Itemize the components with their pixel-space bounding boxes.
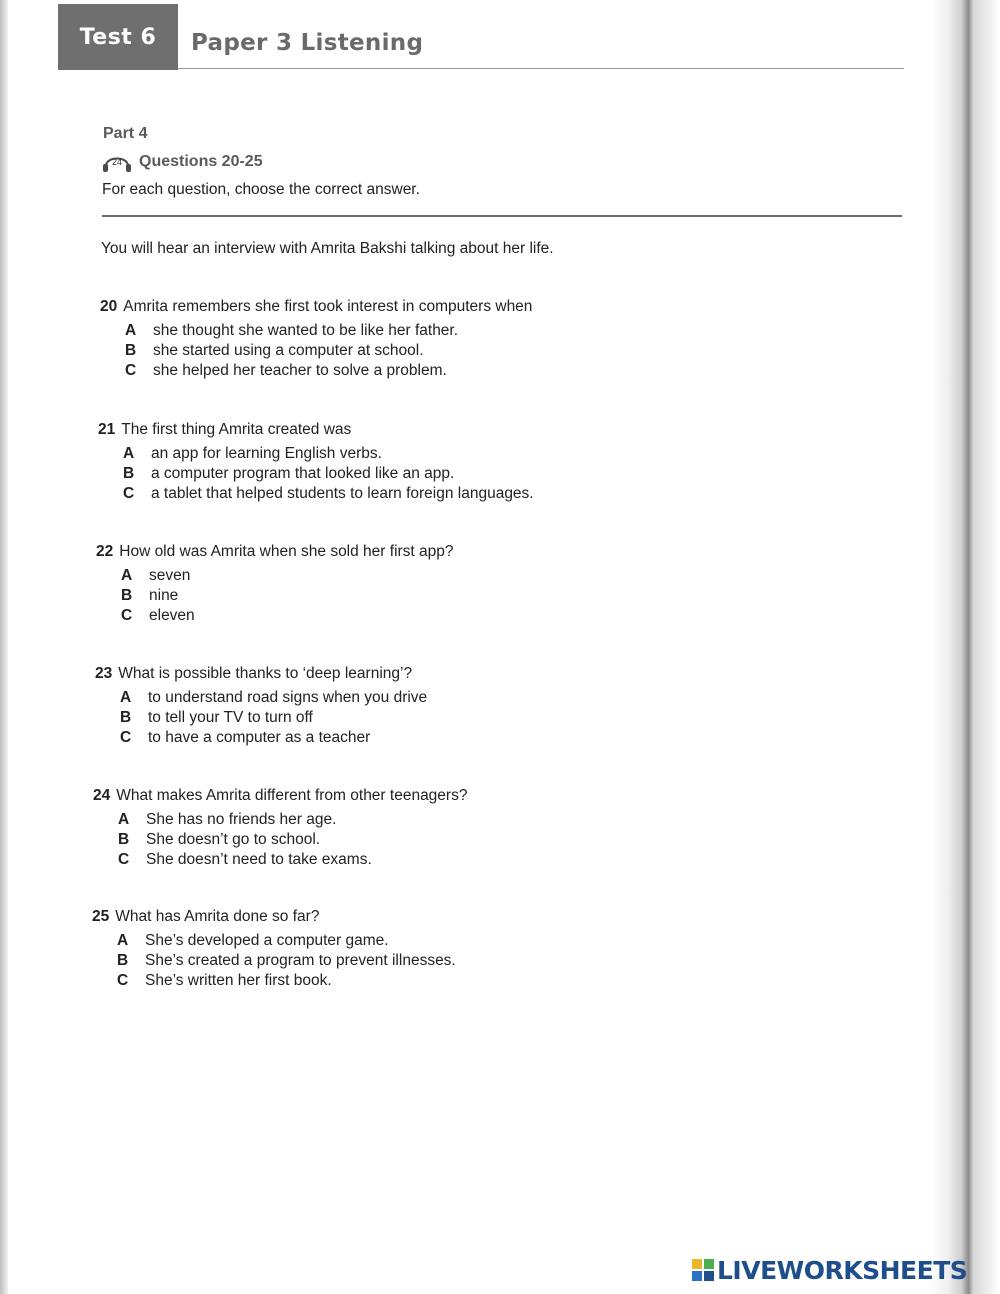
answer-options bbox=[125, 321, 532, 381]
option-letter: C bbox=[123, 485, 135, 502]
page-edge-left bbox=[0, 0, 8, 1294]
question-20 bbox=[100, 296, 532, 381]
option-text: seven bbox=[149, 567, 191, 584]
option-text: She’s developed a computer game. bbox=[145, 932, 389, 949]
question-21 bbox=[98, 419, 534, 504]
question-stem bbox=[92, 906, 456, 928]
track-number: 24 bbox=[111, 157, 123, 167]
option-text: she thought she wanted to be like her father. bbox=[153, 322, 459, 339]
question-number: 20 bbox=[100, 298, 118, 315]
question-24 bbox=[93, 785, 467, 870]
option-letter: C bbox=[118, 851, 130, 868]
answer-option-c[interactable] bbox=[118, 850, 467, 870]
option-text: eleven bbox=[149, 607, 195, 624]
option-text: nine bbox=[149, 587, 179, 604]
answer-options bbox=[123, 444, 534, 504]
option-letter: B bbox=[120, 709, 132, 726]
answer-option-a[interactable] bbox=[120, 688, 427, 708]
questions-range-label: Questions 20-25 bbox=[139, 153, 263, 170]
header-rule bbox=[178, 68, 904, 69]
option-letter: C bbox=[120, 729, 132, 746]
answer-option-b[interactable] bbox=[120, 708, 427, 728]
option-text: She doesn’t need to take exams. bbox=[146, 851, 372, 868]
answer-option-b[interactable] bbox=[118, 830, 467, 850]
question-stem bbox=[93, 785, 467, 807]
liveworksheets-logo bbox=[692, 1256, 967, 1284]
answer-option-c[interactable] bbox=[121, 606, 454, 626]
answer-option-a[interactable] bbox=[117, 931, 456, 951]
option-text: she started using a computer at school. bbox=[153, 342, 424, 359]
answer-option-a[interactable] bbox=[121, 566, 454, 586]
option-text: to have a computer as a teacher bbox=[148, 729, 371, 746]
question-number: 21 bbox=[98, 421, 116, 438]
answer-option-b[interactable] bbox=[123, 464, 534, 484]
question-text: What has Amrita done so far? bbox=[115, 908, 320, 925]
answer-option-a[interactable] bbox=[125, 321, 532, 341]
option-letter: A bbox=[117, 932, 129, 949]
answer-options bbox=[121, 566, 454, 626]
answer-option-a[interactable] bbox=[118, 810, 467, 830]
intro-text: You will hear an interview with Amrita Bakshi talking about her life. bbox=[101, 240, 554, 257]
option-text: She’s created a program to prevent illnesses. bbox=[145, 952, 456, 969]
questions-heading bbox=[102, 150, 263, 174]
answer-option-b[interactable] bbox=[117, 951, 456, 971]
instruction-text: For each question, choose the correct answer. bbox=[102, 181, 420, 198]
question-text: The first thing Amrita created was bbox=[121, 421, 352, 438]
question-text: What is possible thanks to ‘deep learning’? bbox=[118, 665, 413, 682]
answer-option-c[interactable] bbox=[117, 971, 456, 991]
answer-option-b[interactable] bbox=[125, 341, 532, 361]
answer-option-b[interactable] bbox=[121, 586, 454, 606]
question-stem bbox=[95, 663, 427, 685]
question-stem bbox=[96, 541, 454, 563]
paper-title: Paper 3 Listening bbox=[191, 30, 424, 56]
option-letter: B bbox=[117, 952, 129, 969]
option-text: to understand road signs when you drive bbox=[148, 689, 428, 706]
answer-option-c[interactable] bbox=[125, 361, 532, 381]
answer-options bbox=[117, 931, 456, 991]
option-text: a computer program that looked like an app. bbox=[151, 465, 455, 482]
option-text: She has no friends her age. bbox=[146, 811, 337, 828]
question-stem bbox=[100, 296, 532, 318]
option-text: She doesn’t go to school. bbox=[146, 831, 321, 848]
option-letter: A bbox=[123, 445, 135, 462]
question-text: What makes Amrita different from other teenagers? bbox=[116, 787, 468, 804]
question-number: 22 bbox=[96, 543, 114, 560]
answer-options bbox=[118, 810, 467, 870]
question-number: 24 bbox=[93, 787, 111, 804]
option-text: an app for learning English verbs. bbox=[151, 445, 382, 462]
option-letter: B bbox=[121, 587, 133, 604]
option-letter: B bbox=[125, 342, 137, 359]
option-letter: B bbox=[123, 465, 135, 482]
logo-text: LIVEWORKSHEETS bbox=[717, 1255, 968, 1285]
section-divider bbox=[102, 215, 902, 217]
option-letter: A bbox=[121, 567, 133, 584]
answer-option-c[interactable] bbox=[120, 728, 427, 748]
option-letter: C bbox=[117, 972, 129, 989]
question-text: How old was Amrita when she sold her first app? bbox=[119, 543, 454, 560]
option-letter: C bbox=[121, 607, 133, 624]
option-letter: A bbox=[125, 322, 137, 339]
option-letter: A bbox=[120, 689, 132, 706]
question-22 bbox=[96, 541, 454, 626]
option-text: a tablet that helped students to learn foreign languages. bbox=[151, 485, 534, 502]
option-text: She’s written her first book. bbox=[145, 972, 332, 989]
question-stem bbox=[98, 419, 534, 441]
option-text: to tell your TV to turn off bbox=[148, 709, 313, 726]
test-label: Test 6 bbox=[58, 4, 178, 70]
question-text: Amrita remembers she first took interest in computers when bbox=[123, 298, 533, 315]
question-25 bbox=[92, 906, 456, 991]
option-letter: A bbox=[118, 811, 130, 828]
option-text: she helped her teacher to solve a problem. bbox=[153, 362, 447, 379]
answer-option-c[interactable] bbox=[123, 484, 534, 504]
part-label: Part 4 bbox=[103, 125, 148, 142]
page-edge-right bbox=[930, 0, 1000, 1294]
answer-option-a[interactable] bbox=[123, 444, 534, 464]
liveworksheets-logo-icon bbox=[692, 1259, 714, 1281]
question-number: 25 bbox=[92, 908, 110, 925]
option-letter: B bbox=[118, 831, 130, 848]
option-letter: C bbox=[125, 362, 137, 379]
headphones-track-icon bbox=[102, 150, 136, 174]
question-number: 23 bbox=[95, 665, 113, 682]
question-23 bbox=[95, 663, 427, 748]
answer-options bbox=[120, 688, 427, 748]
